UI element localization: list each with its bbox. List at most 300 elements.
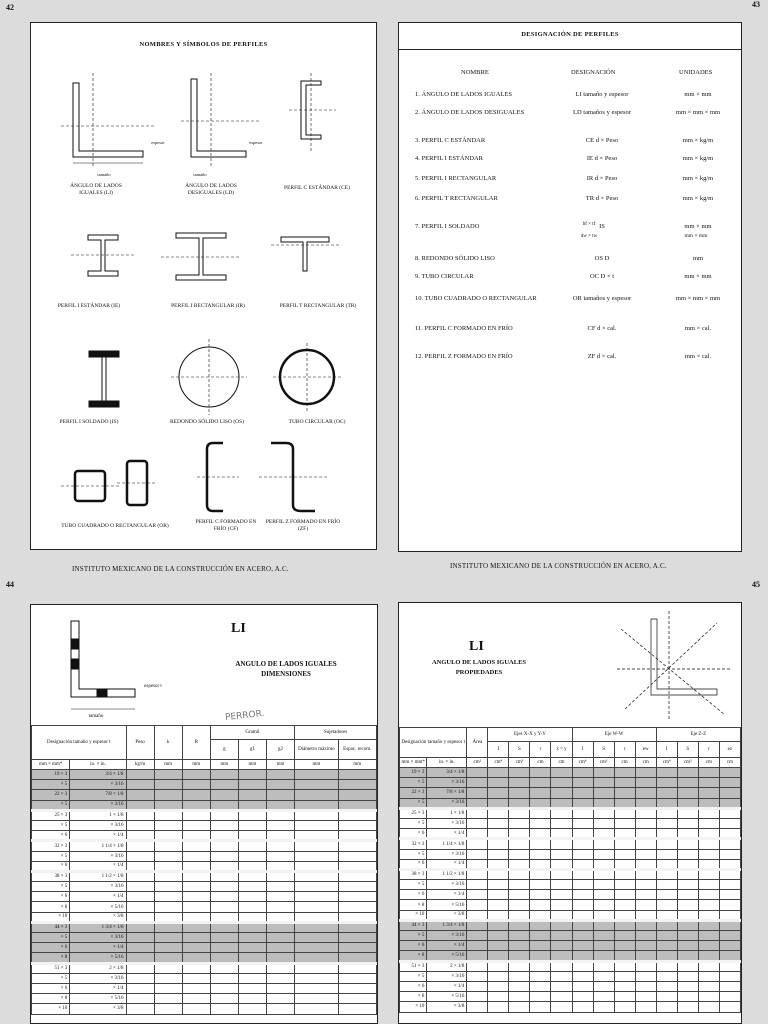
value-cell — [509, 981, 530, 991]
value-cell — [551, 808, 572, 818]
value-cell — [338, 902, 376, 912]
designation-row — [399, 295, 741, 311]
subheader-cell: I — [572, 742, 593, 758]
value-cell — [295, 810, 338, 820]
value-cell — [488, 788, 509, 798]
unit-cell: in. × in. — [70, 760, 126, 770]
designation-mm: 19 × 3 — [32, 770, 70, 780]
value-cell — [338, 820, 376, 830]
value-cell — [656, 961, 677, 971]
value-cell — [126, 983, 154, 993]
h-k: k — [154, 726, 182, 760]
value-cell — [154, 820, 182, 830]
value-cell — [614, 951, 635, 961]
dimensions-table — [31, 725, 377, 1015]
value-cell — [338, 882, 376, 892]
table-row — [32, 820, 377, 830]
table-row — [32, 790, 377, 800]
value-cell — [572, 961, 593, 971]
caption-tr: PERFIL T RECTANGULAR (TR) — [279, 303, 357, 309]
value-cell — [677, 859, 698, 869]
panel-title: NOMBRES Y SÍMBOLOS DE PERFILES — [139, 41, 268, 48]
designation-mm: × 10 — [400, 910, 427, 920]
value-cell — [338, 994, 376, 1004]
value-cell — [509, 808, 530, 818]
value-cell — [635, 1002, 656, 1012]
value-cell — [635, 910, 656, 920]
designation-units: mm × kg/m — [682, 175, 714, 182]
value-cell — [614, 961, 635, 971]
value-cell — [182, 973, 210, 983]
value-cell — [295, 841, 338, 851]
designation-code: IR d × Peso — [586, 175, 618, 182]
value-cell — [677, 1002, 698, 1012]
unit-cell: cm⁴ — [656, 758, 677, 768]
value-cell — [182, 800, 210, 810]
subheader-cell: S — [509, 742, 530, 758]
value-cell — [182, 994, 210, 1004]
value-cell — [509, 910, 530, 920]
value-cell — [295, 770, 338, 780]
value-cell — [614, 859, 635, 869]
value-cell — [154, 790, 182, 800]
designation-mm: × 10 — [32, 1004, 70, 1014]
value-cell — [614, 798, 635, 808]
subheader-cell: x = y — [551, 742, 572, 758]
value-cell — [635, 869, 656, 879]
value-cell — [467, 931, 488, 941]
value-cell — [210, 963, 238, 973]
value-cell — [295, 933, 338, 943]
table-row — [400, 910, 741, 920]
value-cell — [656, 778, 677, 788]
table-row — [400, 829, 741, 839]
value-cell — [266, 922, 294, 932]
designation-in: × 3/16 — [70, 780, 126, 790]
designation-name: 12. PERFIL Z FORMADO EN FRÍO — [415, 353, 513, 360]
value-cell — [238, 1004, 266, 1014]
table-row — [32, 831, 377, 841]
value-cell — [509, 992, 530, 1002]
unit-cell: cm — [614, 758, 635, 768]
value-cell — [238, 953, 266, 963]
designation-name: 11. PERFIL C FORMADO EN FRÍO — [415, 325, 513, 332]
section-title: ANGULO DE LADOS IGUALES — [235, 660, 337, 668]
designation-row — [399, 353, 741, 369]
value-cell — [126, 770, 154, 780]
value-cell — [719, 788, 740, 798]
value-cell — [295, 973, 338, 983]
value-cell — [154, 780, 182, 790]
units-row — [400, 758, 741, 768]
value-cell — [698, 839, 719, 849]
designation-mm: 25 × 3 — [400, 808, 427, 818]
value-cell — [635, 818, 656, 828]
value-cell — [182, 851, 210, 861]
value-cell — [719, 951, 740, 961]
value-cell — [530, 971, 551, 981]
value-cell — [126, 943, 154, 953]
value-cell — [295, 953, 338, 963]
value-cell — [614, 768, 635, 778]
value-cell — [467, 951, 488, 961]
value-cell — [572, 981, 593, 991]
value-cell — [551, 859, 572, 869]
subheader-cell: ez — [719, 742, 740, 758]
value-cell — [238, 943, 266, 953]
value-cell — [572, 768, 593, 778]
value-cell — [126, 1004, 154, 1014]
value-cell — [635, 941, 656, 951]
designation-in: 2 × 1/8 — [70, 963, 126, 973]
designation-mm: 22 × 3 — [32, 790, 70, 800]
designation-in: × 3/16 — [427, 971, 467, 981]
value-cell — [338, 953, 376, 963]
value-cell — [488, 818, 509, 828]
caption-ie: PERFIL I ESTÁNDAR (IE) — [57, 303, 121, 309]
value-cell — [295, 902, 338, 912]
label-tamano-ld: tamaño — [193, 172, 207, 177]
h-eje-ww: Eje W-W — [572, 728, 656, 742]
value-cell — [677, 829, 698, 839]
value-cell — [182, 912, 210, 922]
designation-in: × 1/4 — [427, 981, 467, 991]
value-cell — [551, 931, 572, 941]
value-cell — [467, 778, 488, 788]
value-cell — [656, 768, 677, 778]
value-cell — [182, 933, 210, 943]
designation-mm: 51 × 3 — [32, 963, 70, 973]
value-cell — [719, 910, 740, 920]
value-cell — [182, 780, 210, 790]
value-cell — [126, 912, 154, 922]
label-tamano: tamaño — [97, 172, 111, 177]
table-row — [32, 994, 377, 1004]
value-cell — [295, 994, 338, 1004]
value-cell — [467, 808, 488, 818]
value-cell — [154, 851, 182, 861]
value-cell — [210, 973, 238, 983]
value-cell — [210, 922, 238, 932]
designation-mm: 51 × 3 — [400, 961, 427, 971]
col-nombre: NOMBRE — [461, 69, 489, 76]
designation-in: × 3/16 — [70, 851, 126, 861]
value-cell — [467, 798, 488, 808]
subheader-cell: r — [698, 742, 719, 758]
value-cell — [635, 951, 656, 961]
value-cell — [551, 910, 572, 920]
subheader-cell: ew — [635, 742, 656, 758]
unit-cell: mm — [182, 760, 210, 770]
unit-cell: cm³ — [593, 758, 614, 768]
value-cell — [593, 1002, 614, 1012]
table-row — [32, 963, 377, 973]
value-cell — [677, 931, 698, 941]
value-cell — [656, 859, 677, 869]
value-cell — [210, 770, 238, 780]
designation-mm: × 8 — [32, 994, 70, 1004]
value-cell — [677, 941, 698, 951]
value-cell — [614, 910, 635, 920]
designation-row — [399, 137, 741, 153]
value-cell — [572, 931, 593, 941]
designation-in: × 1/4 — [70, 831, 126, 841]
value-cell — [719, 900, 740, 910]
caption-ir: PERFIL I RECTANGULAR (IR) — [171, 303, 245, 309]
value-cell — [572, 971, 593, 981]
designation-name: 10. TUBO CUADRADO O RECTANGULAR — [415, 295, 537, 302]
value-cell — [614, 880, 635, 890]
value-cell — [266, 770, 294, 780]
designation-in: × 3/16 — [427, 931, 467, 941]
value-cell — [572, 839, 593, 849]
designation-in: 1 1/2 × 1/8 — [70, 871, 126, 881]
designation-in: × 3/16 — [70, 933, 126, 943]
value-cell — [467, 900, 488, 910]
value-cell — [719, 981, 740, 991]
subheader-cell: S — [593, 742, 614, 758]
value-cell — [719, 1002, 740, 1012]
designation-units: mm × mm — [684, 223, 712, 230]
section-code: LI — [469, 639, 484, 654]
value-cell — [238, 922, 266, 932]
value-cell — [593, 839, 614, 849]
value-cell — [210, 780, 238, 790]
value-cell — [210, 953, 238, 963]
value-cell — [338, 831, 376, 841]
value-cell — [210, 943, 238, 953]
value-cell — [238, 841, 266, 851]
value-cell — [338, 770, 376, 780]
value-cell — [656, 808, 677, 818]
label-espesor-ld: espesor — [249, 140, 263, 145]
value-cell — [572, 788, 593, 798]
unit-cell: mm — [295, 760, 338, 770]
value-cell — [238, 861, 266, 871]
value-cell — [677, 900, 698, 910]
table-row — [32, 871, 377, 881]
h-g2: g2 — [266, 740, 294, 760]
value-cell — [509, 931, 530, 941]
value-cell — [238, 973, 266, 983]
value-cell — [635, 808, 656, 818]
value-cell — [677, 981, 698, 991]
h-peso: Peso — [126, 726, 154, 760]
value-cell — [154, 841, 182, 851]
h-designacion: Designación tamaño y espesor t — [32, 726, 127, 760]
panel-title: DESIGNACIÓN DE PERFILES — [521, 31, 619, 38]
value-cell — [154, 800, 182, 810]
value-cell — [698, 981, 719, 991]
designation-name: 1. ÁNGULO DE LADOS IGUALES — [415, 91, 512, 98]
value-cell — [238, 820, 266, 830]
h-g1: g1 — [238, 740, 266, 760]
value-cell — [635, 839, 656, 849]
table-row — [32, 973, 377, 983]
value-cell — [719, 839, 740, 849]
section-title: ANGULO DE LADOS IGUALES — [431, 659, 527, 666]
value-cell — [593, 890, 614, 900]
value-cell — [154, 912, 182, 922]
unit-cell: mm — [210, 760, 238, 770]
value-cell — [593, 880, 614, 890]
designation-row — [399, 109, 741, 125]
designation-in: × 3/8 — [70, 1004, 126, 1014]
designation-in: × 3/8 — [427, 1002, 467, 1012]
value-cell — [126, 780, 154, 790]
properties-table — [399, 727, 741, 1013]
value-cell — [338, 922, 376, 932]
value-cell — [488, 1002, 509, 1012]
value-cell — [488, 869, 509, 879]
designation-name: 2. ÁNGULO DE LADOS DESIGUALES — [415, 109, 525, 116]
value-cell — [295, 983, 338, 993]
table-row — [400, 869, 741, 879]
value-cell — [593, 849, 614, 859]
value-cell — [614, 900, 635, 910]
is-fraction-bottom: dw × tw — [580, 234, 598, 239]
value-cell — [551, 890, 572, 900]
value-cell — [572, 941, 593, 951]
value-cell — [635, 768, 656, 778]
value-cell — [126, 810, 154, 820]
value-cell — [614, 869, 635, 879]
value-cell — [530, 900, 551, 910]
value-cell — [677, 808, 698, 818]
table-row — [32, 902, 377, 912]
title-divider — [399, 49, 741, 50]
value-cell — [509, 900, 530, 910]
designation-mm: × 10 — [400, 1002, 427, 1012]
value-cell — [530, 880, 551, 890]
table-row — [400, 900, 741, 910]
unit-cell: cm⁴ — [572, 758, 593, 768]
table-row — [400, 992, 741, 1002]
value-cell — [154, 861, 182, 871]
value-cell — [295, 892, 338, 902]
value-cell — [488, 992, 509, 1002]
value-cell — [154, 933, 182, 943]
table-row — [32, 953, 377, 963]
designation-in: 7/8 × 1/8 — [70, 790, 126, 800]
designation-name: 8. REDONDO SÓLIDO LISO — [415, 255, 495, 262]
value-cell — [295, 1004, 338, 1014]
value-cell — [509, 788, 530, 798]
designation-in: 1 1/4 × 1/8 — [427, 839, 467, 849]
designation-units: mm × kg/m — [682, 195, 714, 202]
value-cell — [338, 983, 376, 993]
value-cell — [154, 1004, 182, 1014]
value-cell — [488, 981, 509, 991]
value-cell — [572, 859, 593, 869]
value-cell — [488, 910, 509, 920]
value-cell — [530, 1002, 551, 1012]
value-cell — [530, 992, 551, 1002]
angle-figure — [35, 609, 155, 719]
value-cell — [126, 933, 154, 943]
designation-mm: × 10 — [32, 912, 70, 922]
value-cell — [338, 800, 376, 810]
value-cell — [656, 931, 677, 941]
page-number-42: 42 — [6, 3, 14, 12]
designation-in: × 3/16 — [70, 800, 126, 810]
value-cell — [677, 880, 698, 890]
h-g: g — [210, 740, 238, 760]
designation-mm: 25 × 3 — [32, 810, 70, 820]
designation-mm: 38 × 3 — [400, 869, 427, 879]
value-cell — [338, 973, 376, 983]
value-cell — [698, 992, 719, 1002]
value-cell — [126, 790, 154, 800]
table-row — [400, 981, 741, 991]
value-cell — [210, 810, 238, 820]
value-cell — [551, 920, 572, 930]
designation-mm: 32 × 3 — [400, 839, 427, 849]
value-cell — [530, 961, 551, 971]
value-cell — [572, 992, 593, 1002]
designation-code: ZF d × cal. — [587, 353, 617, 360]
value-cell — [266, 953, 294, 963]
value-cell — [182, 892, 210, 902]
value-cell — [266, 983, 294, 993]
unit-cell: mm × mm* — [32, 760, 70, 770]
value-cell — [488, 849, 509, 859]
value-cell — [551, 880, 572, 890]
value-cell — [698, 849, 719, 859]
value-cell — [295, 922, 338, 932]
col-designacion: DESIGNACIÓN — [571, 69, 616, 76]
value-cell — [698, 900, 719, 910]
table-row — [400, 818, 741, 828]
table-row — [32, 861, 377, 871]
value-cell — [509, 798, 530, 808]
value-cell — [677, 778, 698, 788]
value-cell — [614, 849, 635, 859]
caption-zf: PERFIL Z FORMADO EN FRÍO (ZF) — [265, 519, 341, 532]
designation-in: 1 3/4 × 1/8 — [70, 922, 126, 932]
value-cell — [656, 951, 677, 961]
footer-right: INSTITUTO MEXICANO DE LA CONSTRUCCIÓN EN ACERO, A.C. — [450, 562, 667, 570]
designation-in: 7/8 × 1/8 — [427, 788, 467, 798]
value-cell — [614, 778, 635, 788]
designation-name: 7. PERFIL I SOLDADO — [415, 223, 480, 230]
table-row — [400, 890, 741, 900]
value-cell — [698, 951, 719, 961]
h-gramil: Gramil — [210, 726, 294, 740]
caption-ld: ÁNGULO DE LADOS DESIGUALES (LD) — [185, 183, 237, 196]
value-cell — [677, 869, 698, 879]
value-cell — [126, 800, 154, 810]
value-cell — [266, 790, 294, 800]
value-cell — [467, 941, 488, 951]
value-cell — [467, 910, 488, 920]
designation-mm: × 6 — [400, 829, 427, 839]
designation-code: LI tamaño y espesor — [575, 91, 629, 98]
value-cell — [572, 951, 593, 961]
value-cell — [154, 902, 182, 912]
value-cell — [656, 900, 677, 910]
value-cell — [656, 971, 677, 981]
value-cell — [509, 880, 530, 890]
value-cell — [635, 880, 656, 890]
value-cell — [295, 943, 338, 953]
value-cell — [677, 961, 698, 971]
designation-in: × 1/4 — [70, 983, 126, 993]
designation-in: × 1/4 — [427, 941, 467, 951]
value-cell — [488, 859, 509, 869]
value-cell — [210, 912, 238, 922]
value-cell — [677, 788, 698, 798]
